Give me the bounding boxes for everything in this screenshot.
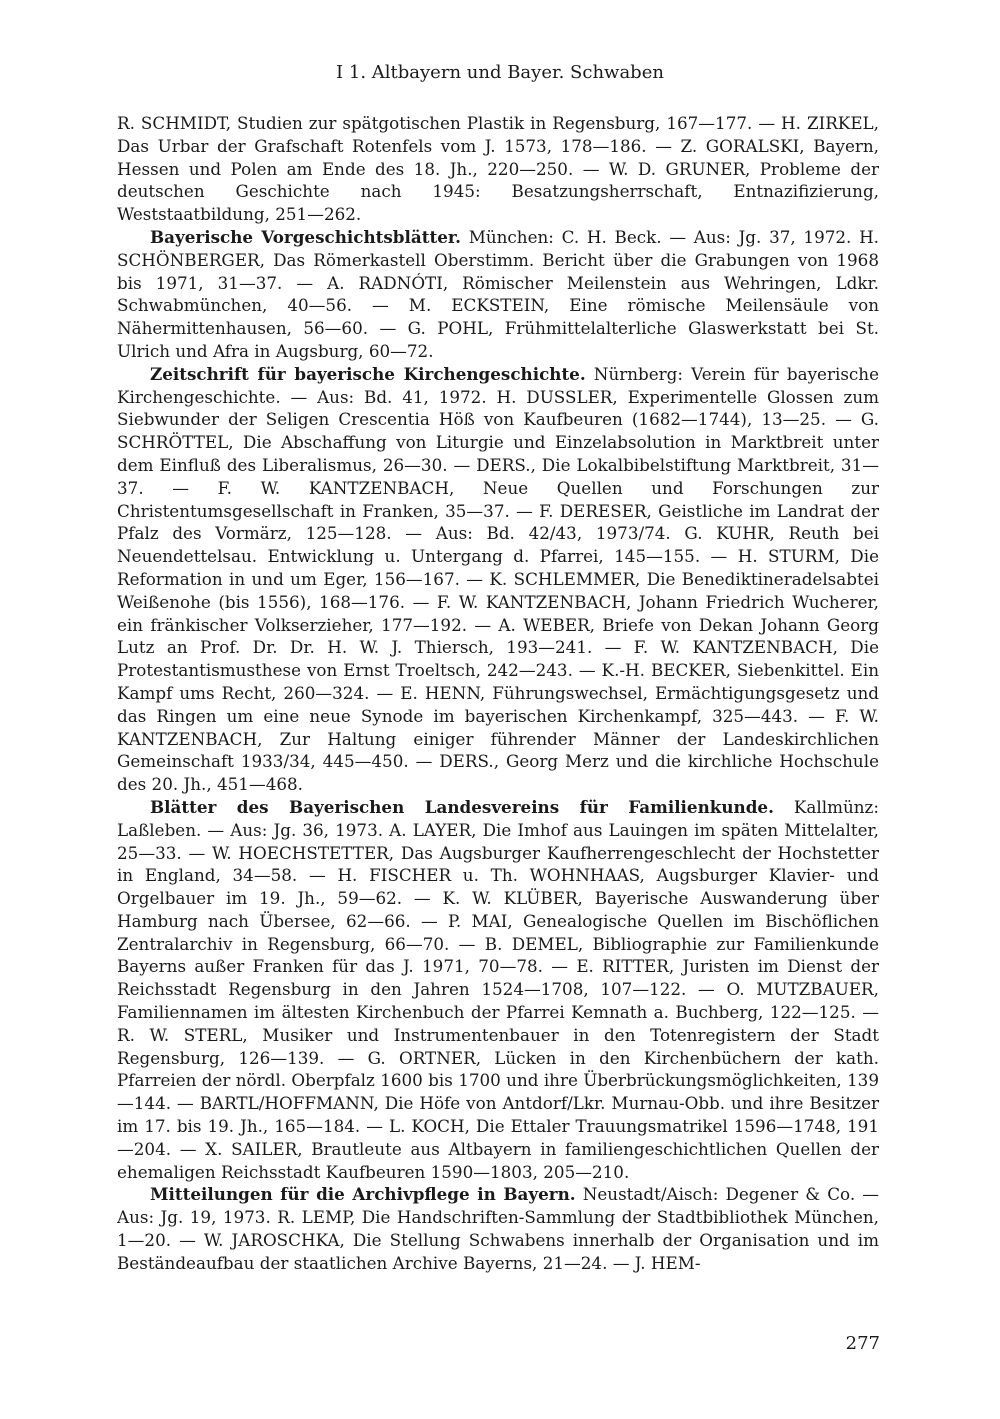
entry-text: Nürnberg: Verein für bayerische Kirchengeschichte. — Aus: Bd. 41, 1972. H. DUSSLER, Experimentelle Glossen zum Siebwunder der Seligen Crescentia Höß von Kaufbeuren (1682—1744), 13—25. — G. SCHRÖTTEL, Die Abschaffung von Liturgie und Einzelabsolution in Marktbreit unter dem Einfluß des Liberalismus, 26—30. — DERS., Die Lokalbibelstiftung Marktbreit, 31—37. — F. W. KANTZENBACH, Neue Quellen und Forschungen zur Christentumsgesellschaft in Franken, 35—37. — F. DERESER, Geistliche im Landrat der Pfalz des Vormärz, 125—128. — Aus: Bd. 42/43, 1973/74. G. KUHR, Reuth bei Neuendettelsau. Entwicklung u. Untergang d. Pfarrei, 145—155. — H. STURM, Die Reformation in und um Eger, 156—167. — K. SCHLEMMER, Die Benediktineradelsabtei Weißenohe (bis 1556), 168—176. — F. W. KANTZENBACH, Johann Friedrich Wucherer, ein fränkischer Volkserzieher, 177—192. — A. WEBER, Briefe von Dekan Johann Georg Lutz an Prof. Dr. Dr. H. W. J. Thiersch, 193—241. — F. W. KANTZENBACH, Die Protestantismusthese von Ernst Troeltsch, 242—243. — K.-H. BECKER, Siebenkittel. Ein Kampf ums Recht, 260—324. — E. HENN, Führungswechsel, Ermächtigungsgesetz und das Ringen um eine neue Synode im bayerischen Kirchenkampf, 325—443. — F. W. KANTZENBACH, Zur Haltung einiger führender Männer der Landeskirchlichen Gemeinschaft 1933/34, 445—450. — DERS., Georg Merz und die kirchliche Hochschule des 20. Jh., 451—468. <box>117 363 879 795</box>
bibliography-body <box>117 112 879 1275</box>
bibliography-entry <box>117 363 879 796</box>
entry-text: Neustadt/Aisch: Degener & Co. — Aus: Jg. 19, 1973. R. LEMP, Die Handschriften-Sammlung der Stadtbibliothek München, 1—20. — W. JAROSCHKA, Die Stellung Schwabens innerhalb der Organisation und im Beständeaufbau der staatlichen Archive Bayerns, 21—24. — J. HEM- <box>117 1184 880 1273</box>
entry-title: Blätter des Bayerischen Landesvereins für Familienkunde. <box>150 796 774 817</box>
bibliography-entry <box>117 796 879 1184</box>
entry-text: R. SCHMIDT, Studien zur spätgotischen Plastik in Regensburg, 167—177. — H. ZIRKEL, Das Urbar der Grafschaft Rotenfels vom J. 1573, 178—186. — Z. GORALSKI, Bayern, Hessen und Polen am Ende des 18. Jh., 220—250. — W. D. GRUNER, Probleme der deutschen Geschichte nach 1945: Besatzungsherrschaft, Entnazifizierung, Weststaatbildung, 251—262. <box>117 113 879 225</box>
bibliography-entry <box>117 112 879 226</box>
bibliography-entry <box>117 226 879 363</box>
entry-text: München: C. H. Beck. — Aus: Jg. 37, 1972. H. SCHÖNBERGER, Das Römerkastell Oberstimm. Bericht über die Grabungen von 1968 bis 1971, 31—37. — A. RADNÓTI, Römischer Meilenstein aus Wehringen, Ldkr. Schwabmünchen, 40—56. — M. ECKSTEIN, Eine römische Meilensäule von Nähermittenhausen, 56—60. — G. POHL, Frühmittelalterliche Glaswerkstatt bei St. Ulrich und Afra in Augsburg, 60—72. <box>117 226 879 361</box>
entry-title: Bayerische Vorgeschichtsblätter. <box>150 226 461 247</box>
entry-title: Zeitschrift für bayerische Kirchengeschichte. <box>150 363 586 384</box>
page-number: 277 <box>845 1333 880 1354</box>
entry-text: Kallmünz: Laßleben. — Aus: Jg. 36, 1973. A. LAYER, Die Imhof aus Lauingen im späten Mittelalter, 25—33. — W. HOECHSTETTER, Das Augsburger Kaufherrengeschlecht der Hochstetter in England, 34—58. — H. FISCHER u. Th. WOHNHAAS, Augsburger Klavier- und Orgelbauer im 19. Jh., 59—62. — K. W. KLÜBER, Bayerische Auswanderung über Hamburg nach Übersee, 62—66. — P. MAI, Genealogische Quellen im Bischöflichen Zentralarchiv in Regensburg, 66—70. — B. DEMEL, Bibliographie zur Familienkunde Bayerns außer Franken für das J. 1971, 70—78. — E. RITTER, Juristen im Dienst der Reichsstadt Regensburg in den Jahren 1524—1708, 107—122. — O. MUTZBAUER, Familiennamen im ältesten Kirchenbuch der Pfarrei Kemnath a. Buchberg, 122—125. — R. W. STERL, Musiker und Instrumentenbauer in den Totenregistern der Stadt Regensburg, 126—139. — G. ORTNER, Lücken in den Kirchenbüchern der kath. Pfarreien der nördl. Oberpfalz 1600 bis 1700 und ihre Überbrückungsmöglichkeiten, 139—144. — BARTL/HOFFMANN, Die Höfe von Antdorf/Lkr. Murnau-Obb. und ihre Besitzer im 17. bis 19. Jh., 165—184. — L. KOCH, Die Ettaler Trauungsmatrikel 1596—1748, 191—204. — X. SAILER, Brautleute aus Altbayern in familiengeschichtlichen Quellen der ehemaligen Reichsstadt Kaufbeuren 1590—1803, 205—210. <box>117 796 880 1182</box>
entry-title: Mitteilungen für die Archivpflege in Bayern. <box>150 1184 576 1205</box>
bibliography-entry <box>117 1183 879 1274</box>
running-header: I 1. Altbayern und Bayer. Schwaben <box>336 62 664 83</box>
